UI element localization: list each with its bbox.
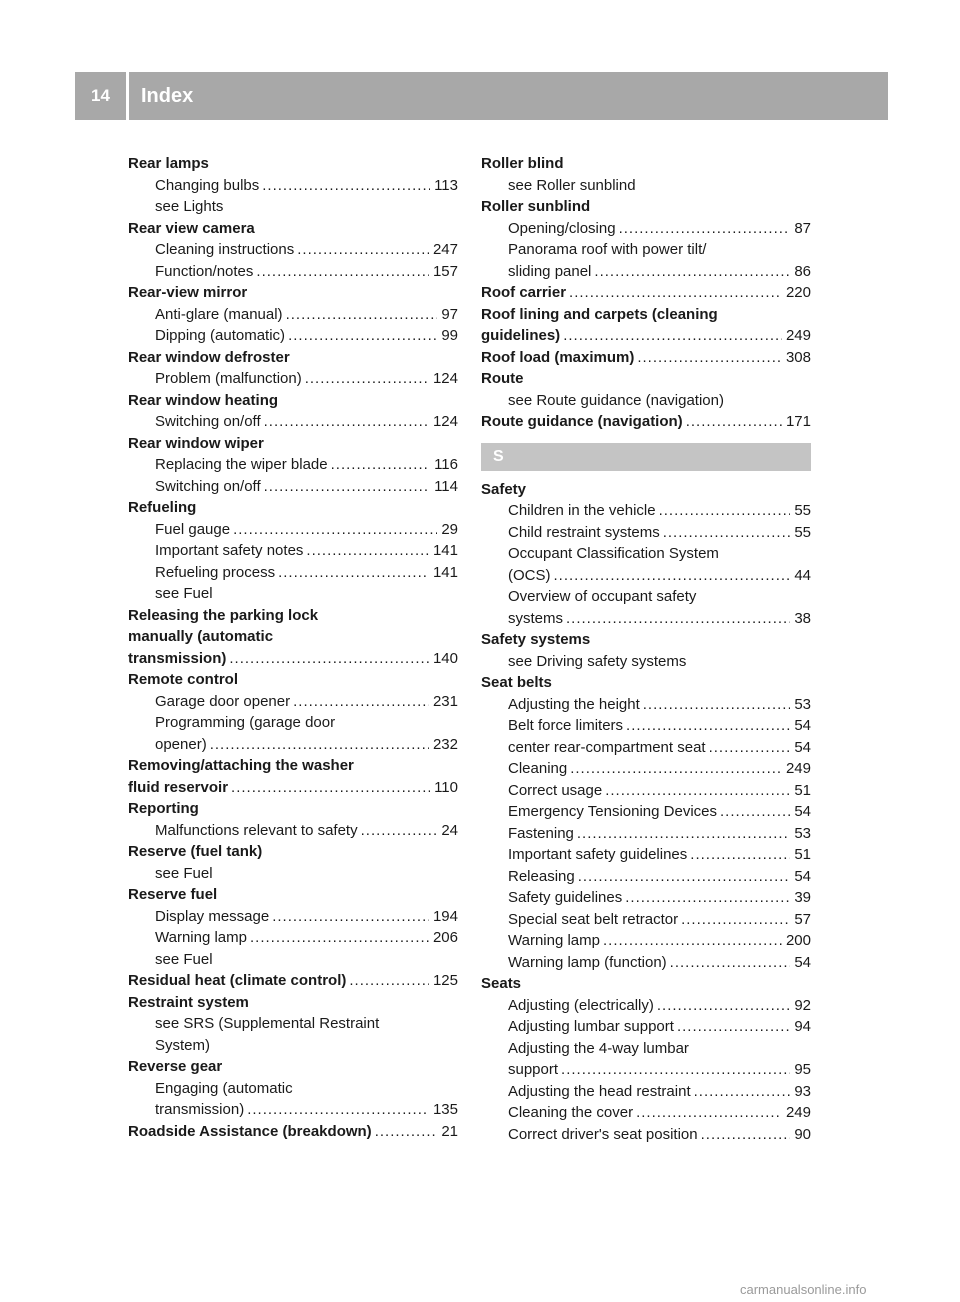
dot-leader <box>262 175 430 197</box>
index-subentry[interactable] <box>481 737 811 759</box>
index-subentry[interactable] <box>128 734 458 756</box>
dot-leader <box>297 239 429 261</box>
index-entry <box>128 798 458 820</box>
entry-label: Adjusting the head restraint <box>508 1082 691 1100</box>
page-reference[interactable]: 141 <box>432 542 458 559</box>
entry-label: Cleaning the cover <box>508 1104 634 1121</box>
entry-label: (OCS) <box>508 566 551 584</box>
entry-label: Seat belts <box>481 674 552 691</box>
index-subentry <box>481 239 811 261</box>
entry-label: Correct driver's seat position <box>508 1125 698 1143</box>
entry-label: support <box>508 1061 559 1078</box>
section-header: S <box>481 443 811 471</box>
entry-label: see Roller sunblind <box>508 176 636 194</box>
entry-label: Cleaning <box>508 760 568 777</box>
dot-leader <box>210 734 429 756</box>
page-reference[interactable]: 44 <box>794 566 811 584</box>
index-subentry[interactable] <box>128 540 458 562</box>
index-subentry[interactable] <box>481 758 811 780</box>
entry-label: System) <box>155 1036 211 1054</box>
dot-leader <box>250 927 429 949</box>
entry-label: Restraint system <box>128 993 249 1011</box>
page-reference[interactable]: 39 <box>794 889 811 906</box>
entry-label: Programming (garage door <box>155 714 336 731</box>
dot-leader <box>603 930 782 952</box>
page-reference[interactable]: 95 <box>794 1061 811 1078</box>
page-reference[interactable]: 93 <box>794 1082 811 1100</box>
index-subentry[interactable] <box>128 562 458 584</box>
entry-label: Roof carrier <box>481 284 567 301</box>
page-reference[interactable]: 308 <box>785 348 811 366</box>
page-reference[interactable]: 90 <box>794 1125 811 1143</box>
entry-label: Important safety notes <box>155 542 304 559</box>
dot-leader <box>293 691 429 713</box>
dot-leader <box>272 906 429 928</box>
dot-leader <box>605 780 790 802</box>
page-reference[interactable]: 135 <box>432 1101 458 1118</box>
entry-label: Reporting <box>128 800 199 817</box>
index-entry <box>481 973 811 995</box>
dot-leader <box>570 758 782 780</box>
dot-leader <box>349 970 429 992</box>
index-subentry[interactable] <box>481 909 811 931</box>
index-entry <box>481 196 811 218</box>
page-reference[interactable]: 249 <box>785 327 811 344</box>
index-subentry[interactable] <box>481 1124 811 1146</box>
dot-leader <box>247 1099 429 1121</box>
header-divider <box>126 72 129 120</box>
index-subentry[interactable] <box>481 952 811 974</box>
index-subentry[interactable] <box>481 715 811 737</box>
page-reference[interactable]: 21 <box>441 1122 458 1140</box>
index-subentry[interactable] <box>128 519 458 541</box>
entry-label: Safety systems <box>481 631 591 648</box>
index-entry <box>128 605 458 627</box>
dot-leader <box>375 1121 438 1143</box>
dot-leader <box>256 261 429 283</box>
entry-label: Rear view camera <box>128 219 255 237</box>
index-subentry[interactable] <box>128 304 458 326</box>
entry-label: Changing bulbs <box>155 176 260 194</box>
index-subentry[interactable] <box>481 887 811 909</box>
entry-label: Children in the vehicle <box>508 502 656 519</box>
entry-label: Refueling process <box>155 563 276 581</box>
entry-label: systems <box>508 609 564 627</box>
dot-leader <box>229 648 429 670</box>
page-reference[interactable]: 194 <box>432 907 458 925</box>
entry-label: Switching on/off <box>155 477 261 495</box>
page-reference[interactable]: 54 <box>794 953 811 971</box>
index-subentry <box>128 1078 458 1100</box>
index-subentry[interactable] <box>481 1081 811 1103</box>
entry-label: Rear window wiper <box>128 434 264 452</box>
index-subentry <box>481 175 811 197</box>
dot-leader <box>701 1124 791 1146</box>
index-column-left <box>128 153 458 1142</box>
page-reference[interactable]: 55 <box>794 523 811 541</box>
index-entry[interactable] <box>481 325 811 347</box>
entry-label: Anti-glare (manual) <box>155 305 283 323</box>
entry-label: Roller sunblind <box>481 198 591 215</box>
index-entry <box>481 304 811 326</box>
entry-label: opener) <box>155 735 207 753</box>
dot-leader <box>657 995 790 1017</box>
dot-leader <box>636 1102 782 1124</box>
index-subentry <box>128 949 458 971</box>
entry-label: Important safety guidelines <box>508 846 688 863</box>
page-reference[interactable]: 29 <box>441 520 458 538</box>
index-subentry[interactable] <box>128 454 458 476</box>
entry-label: Seats <box>481 975 522 992</box>
entry-label: guidelines) <box>481 327 561 344</box>
entry-label: Warning lamp <box>508 932 600 949</box>
page-reference[interactable]: 124 <box>432 413 458 430</box>
index-subentry <box>128 583 458 605</box>
entry-label: Adjusting (electrically) <box>508 996 654 1014</box>
entry-label: Cleaning instructions <box>155 241 295 258</box>
entry-label: Display message <box>155 907 270 925</box>
dot-leader <box>694 1081 791 1103</box>
watermark: carmanualsonline.info <box>740 1282 867 1297</box>
page-reference[interactable]: 38 <box>794 609 811 627</box>
index-entry <box>128 347 458 369</box>
index-subentry <box>128 1035 458 1057</box>
index-subentry <box>481 543 811 565</box>
index-column-right <box>481 153 811 1145</box>
page-reference[interactable]: 232 <box>432 735 458 753</box>
entry-label: Warning lamp (function) <box>508 953 667 971</box>
dot-leader <box>233 519 437 541</box>
page-number: 14 <box>91 86 110 105</box>
entry-label: Removing/attaching the washer <box>128 757 354 774</box>
page-reference[interactable]: 157 <box>432 262 458 280</box>
dot-leader <box>619 218 791 240</box>
page-header <box>75 72 888 120</box>
index-subentry[interactable] <box>481 930 811 952</box>
index-subentry[interactable] <box>481 1016 811 1038</box>
dot-leader <box>670 952 791 974</box>
entry-label: Route <box>481 370 524 387</box>
index-entry <box>128 884 458 906</box>
index-entry[interactable] <box>128 777 458 799</box>
index-subentry[interactable] <box>481 823 811 845</box>
index-subentry[interactable] <box>481 844 811 866</box>
index-subentry <box>481 651 811 673</box>
page-reference[interactable]: 54 <box>794 867 811 885</box>
index-entry <box>128 390 458 412</box>
page-reference[interactable]: 140 <box>432 649 458 667</box>
entry-label: Rear-view mirror <box>128 284 248 301</box>
index-subentry <box>481 390 811 412</box>
page-reference[interactable]: 53 <box>794 824 811 842</box>
dot-leader <box>231 777 430 799</box>
entry-label: Reserve (fuel tank) <box>128 843 263 860</box>
dot-leader <box>264 411 429 433</box>
index-entry <box>128 1056 458 1078</box>
index-subentry[interactable] <box>481 608 811 630</box>
index-subentry[interactable] <box>481 801 811 823</box>
entry-label: Roof lining and carpets (cleaning <box>481 305 718 323</box>
entry-label: Residual heat (climate control) <box>128 972 347 989</box>
index-subentry[interactable] <box>481 694 811 716</box>
entry-label: Remote control <box>128 671 239 688</box>
page-reference[interactable]: 113 <box>434 176 458 194</box>
index-subentry[interactable] <box>128 1099 458 1121</box>
dot-leader <box>554 565 791 587</box>
page-reference[interactable]: 171 <box>785 413 811 430</box>
index-subentry[interactable] <box>128 476 458 498</box>
entry-label: see Route guidance (navigation) <box>508 391 724 409</box>
dot-leader <box>286 304 438 326</box>
index-entry <box>128 669 458 691</box>
entry-label: Child restraint systems <box>508 523 660 541</box>
entry-label: see Fuel <box>155 950 213 968</box>
dot-leader <box>677 1016 790 1038</box>
entry-label: Safety <box>481 480 527 498</box>
dot-leader <box>663 522 791 544</box>
dot-leader <box>626 715 790 737</box>
dot-leader <box>578 866 791 888</box>
dot-leader <box>709 737 791 759</box>
page-reference[interactable]: 220 <box>785 284 811 301</box>
entry-label: Switching on/off <box>155 413 261 430</box>
entry-label: transmission) <box>155 1101 245 1118</box>
entry-label: Overview of occupant safety <box>508 588 697 605</box>
page-reference[interactable]: 124 <box>432 370 458 387</box>
index-subentry[interactable] <box>128 820 458 842</box>
page-reference[interactable]: 200 <box>785 932 811 949</box>
index-entry <box>128 626 458 648</box>
index-subentry[interactable] <box>481 565 811 587</box>
entry-label: Releasing <box>508 867 575 885</box>
index-subentry[interactable] <box>128 906 458 928</box>
page-reference[interactable]: 125 <box>432 972 458 989</box>
dot-leader <box>569 282 782 304</box>
page-reference[interactable]: 116 <box>434 456 458 473</box>
entry-label: Roadside Assistance (breakdown) <box>128 1122 372 1140</box>
dot-leader <box>306 540 429 562</box>
dot-leader <box>637 347 782 369</box>
index-entry[interactable] <box>128 970 458 992</box>
index-entry <box>128 433 458 455</box>
page-reference[interactable]: 110 <box>434 778 458 796</box>
dot-leader <box>720 801 790 823</box>
entry-label: Emergency Tensioning Devices <box>508 803 717 820</box>
index-entry[interactable] <box>481 282 811 304</box>
index-entry <box>128 992 458 1014</box>
index-subentry <box>128 196 458 218</box>
index-subentry[interactable] <box>128 175 458 197</box>
index-subentry[interactable] <box>481 866 811 888</box>
dot-leader <box>625 887 790 909</box>
index-subentry <box>128 1013 458 1035</box>
entry-label: Fuel gauge <box>155 520 231 538</box>
entry-label: Rear window heating <box>128 391 279 409</box>
entry-label: Warning lamp <box>155 929 247 946</box>
entry-label: Correct usage <box>508 781 603 799</box>
entry-label: Reserve fuel <box>128 886 218 903</box>
index-subentry[interactable] <box>481 500 811 522</box>
entry-label: Rear window defroster <box>128 348 290 366</box>
dot-leader <box>305 368 429 390</box>
index-entry <box>128 755 458 777</box>
entry-label: Special seat belt retractor <box>508 910 679 928</box>
entry-label: Dipping (automatic) <box>155 327 286 344</box>
index-subentry <box>481 586 811 608</box>
index-subentry[interactable] <box>128 411 458 433</box>
dot-leader <box>681 909 790 931</box>
page-reference[interactable]: 94 <box>794 1018 811 1035</box>
dot-leader <box>690 844 790 866</box>
dot-leader <box>659 500 791 522</box>
index-subentry <box>481 1038 811 1060</box>
page-reference[interactable]: 54 <box>794 717 811 734</box>
entry-label: Problem (malfunction) <box>155 370 302 387</box>
index-entry[interactable] <box>128 648 458 670</box>
dot-leader <box>594 261 790 283</box>
page-reference[interactable]: 53 <box>794 695 811 713</box>
dot-leader <box>288 325 437 347</box>
index-subentry[interactable] <box>481 1059 811 1081</box>
page-reference[interactable]: 247 <box>432 241 458 258</box>
entry-label: Roller blind <box>481 155 564 172</box>
index-subentry[interactable] <box>481 995 811 1017</box>
index-subentry[interactable] <box>128 691 458 713</box>
index-subentry[interactable] <box>128 368 458 390</box>
entry-label: Replacing the wiper blade <box>155 456 328 473</box>
index-subentry[interactable] <box>481 261 811 283</box>
page-reference[interactable]: 24 <box>441 821 458 839</box>
page-reference[interactable]: 55 <box>794 502 811 519</box>
page-reference[interactable]: 86 <box>794 262 811 280</box>
page-reference[interactable]: 99 <box>441 327 458 344</box>
entry-label: Adjusting the 4-way lumbar <box>508 1039 689 1057</box>
dot-leader <box>563 325 782 347</box>
dot-leader <box>331 454 430 476</box>
page-reference[interactable]: 114 <box>434 477 458 495</box>
dot-leader <box>686 411 782 433</box>
entry-label: fluid reservoir <box>128 778 229 796</box>
index-subentry <box>128 863 458 885</box>
index-subentry[interactable] <box>481 1102 811 1124</box>
page-reference[interactable]: 206 <box>432 929 458 946</box>
dot-leader <box>361 820 438 842</box>
index-subentry[interactable] <box>128 927 458 949</box>
index-entry[interactable] <box>481 347 811 369</box>
entry-label: Refueling <box>128 499 197 516</box>
index-entry <box>481 479 811 501</box>
entry-label: Adjusting lumbar support <box>508 1018 674 1035</box>
entry-label: Malfunctions relevant to safety <box>155 821 358 839</box>
entry-label: Adjusting the height <box>508 695 640 713</box>
index-subentry[interactable] <box>128 239 458 261</box>
entry-label: Reverse gear <box>128 1058 223 1075</box>
entry-label: Fastening <box>508 824 574 842</box>
entry-label: Occupant Classification System <box>508 545 719 562</box>
entry-label: Function/notes <box>155 262 254 280</box>
page-title: Index <box>141 84 194 107</box>
page-reference[interactable]: 54 <box>794 803 811 820</box>
page-reference[interactable]: 54 <box>794 738 811 756</box>
page-reference[interactable]: 249 <box>785 760 811 777</box>
index-subentry <box>128 712 458 734</box>
page-reference[interactable]: 51 <box>794 781 811 799</box>
page-reference[interactable]: 87 <box>794 219 811 237</box>
dot-leader <box>643 694 791 716</box>
index-subentry[interactable] <box>128 261 458 283</box>
index-entry[interactable] <box>481 411 811 433</box>
index-entry <box>481 672 811 694</box>
dot-leader <box>561 1059 790 1081</box>
entry-label: Rear lamps <box>128 155 209 172</box>
entry-label: Belt force limiters <box>508 717 624 734</box>
page-reference[interactable]: 231 <box>432 692 458 710</box>
entry-label: Safety guidelines <box>508 889 623 906</box>
index-subentry[interactable] <box>481 522 811 544</box>
index-subentry[interactable] <box>481 780 811 802</box>
dot-leader <box>264 476 430 498</box>
entry-label: see Lights <box>155 198 224 215</box>
page-reference[interactable]: 249 <box>785 1104 811 1121</box>
index-subentry[interactable] <box>128 325 458 347</box>
index-entry <box>481 629 811 651</box>
entry-label: Roof load (maximum) <box>481 348 635 366</box>
index-entry <box>128 218 458 240</box>
entry-label: Garage door opener <box>155 692 291 710</box>
page-reference[interactable]: 57 <box>794 910 811 928</box>
page-reference[interactable]: 141 <box>432 563 458 581</box>
page-reference[interactable]: 92 <box>794 996 811 1014</box>
entry-label: Opening/closing <box>508 219 616 237</box>
entry-label: Engaging (automatic <box>155 1079 293 1097</box>
index-entry <box>128 497 458 519</box>
index-entry <box>481 153 811 175</box>
index-subentry[interactable] <box>481 218 811 240</box>
entry-label: Releasing the parking lock <box>128 606 319 624</box>
entry-label: transmission) <box>128 649 227 667</box>
dot-leader <box>577 823 790 845</box>
dot-leader <box>278 562 429 584</box>
entry-label: see SRS (Supplemental Restraint <box>155 1015 380 1032</box>
entry-label: manually (automatic <box>128 628 274 645</box>
entry-label: Route guidance (navigation) <box>481 413 683 430</box>
entry-label: sliding panel <box>508 262 592 280</box>
entry-label: Panorama roof with power tilt/ <box>508 241 707 258</box>
index-entry <box>128 282 458 304</box>
entry-label: see Driving safety systems <box>508 652 687 670</box>
index-entry <box>128 153 458 175</box>
index-entry <box>481 368 811 390</box>
entry-label: see Fuel <box>155 864 213 882</box>
index-entry <box>128 841 458 863</box>
index-entry[interactable] <box>128 1121 458 1143</box>
entry-label: see Fuel <box>155 585 213 602</box>
page-reference[interactable]: 97 <box>441 305 458 323</box>
dot-leader <box>566 608 790 630</box>
page-reference[interactable]: 51 <box>794 846 811 863</box>
entry-label: center rear-compartment seat <box>508 738 706 756</box>
